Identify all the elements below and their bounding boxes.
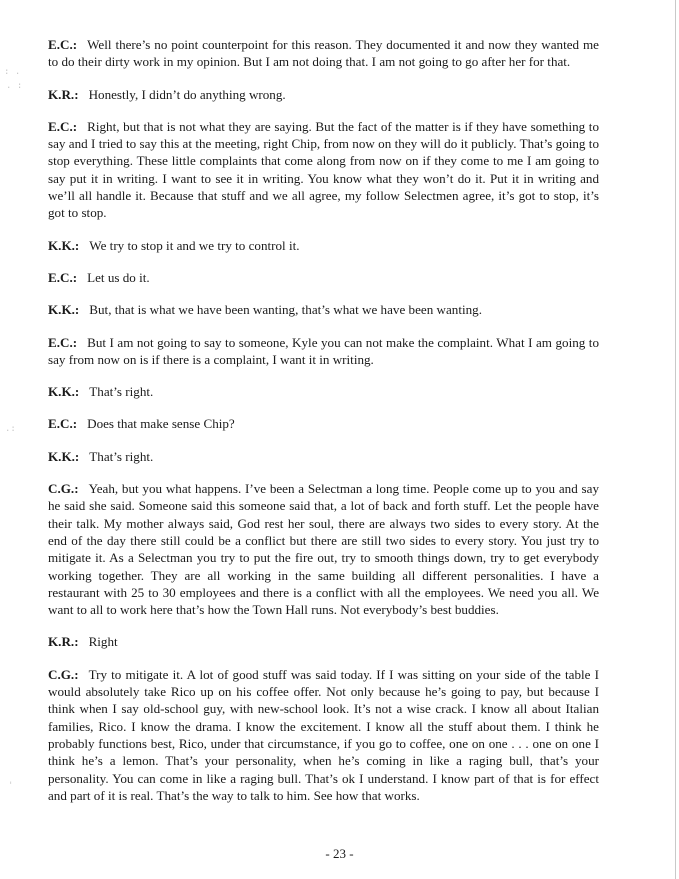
- speaker-label: K.K.:: [48, 448, 80, 464]
- speaker-label: E.C.:: [48, 416, 78, 432]
- utterance-text: Right, but that is not what they are saying. But the fact of the matter is if they have something to say and I tried to say this at the meeting, right Chip, from now on they will do it publicly. That’s going to stop everything. These little complaints that come along from now on if they come to me I am going to say put it in writing. I want to see it in writing. You know what they won’t do it. Put it in writing and we’ll all handle it. Because that stuff and we all agree, my follow Selectmen agree, it’s got to stop, it’s got to stop.: [48, 118, 599, 221]
- utterance-text: Let us do it.: [87, 269, 150, 285]
- transcript-entry: [48, 633, 599, 650]
- speaker-label: K.K.:: [48, 302, 80, 318]
- transcript-entry: [48, 301, 599, 318]
- transcript-entry: [48, 36, 599, 71]
- scan-speck: .:: [5, 424, 16, 434]
- scan-speck: ': [8, 781, 14, 791]
- speaker-label: E.C.:: [48, 334, 78, 350]
- utterance-text: That’s right.: [89, 384, 154, 400]
- speaker-label: C.G.:: [48, 666, 79, 682]
- transcript-entry: [48, 383, 599, 400]
- utterance-text: Well there’s no point counterpoint for this reason. They documented it and now they wanted me to do their dirty work in my opinion. But I am not doing that. I am not going to go after her for that.: [48, 37, 599, 70]
- speaker-label: K.K.:: [48, 237, 80, 253]
- transcript-entry: [48, 480, 599, 618]
- utterance-text: Does that make sense Chip?: [87, 416, 235, 432]
- utterance-text: Yeah, but you what happens. I’ve been a Selectman a long time. People come up to you and say he said she said. Someone said this someone said that, a lot of back and forth stuff. Let the people have their talk. My mother always said, God rest her soul, there are always two sides to every story. At the end of the day there still could be a conflict but there are still two sides to every story. You just try to mitigate it. As a Selectman you try to put the fire out, try to smooth things down, try to get everybody working together. They are all working in the same building all different personalities. I have a restaurant with 25 to 30 employees and there is a conflict with all the employees. We need you all. We want to all to work here that’s how the Town Hall runs. Not everybody’s best buddies.: [48, 481, 599, 618]
- utterance-text: But, that is what we have been wanting, that’s what we have been wanting.: [89, 302, 482, 318]
- speaker-label: E.C.:: [48, 118, 78, 134]
- transcript-entry: [48, 86, 599, 103]
- utterance-text: We try to stop it and we try to control it.: [89, 237, 300, 253]
- utterance-text: Try to mitigate it. A lot of good stuff was said today. If I was sitting on your side of the table I would absolutely take Rico up on his coffee offer. Not only because he’s going to pay, but because I think when I say old-school guy, with new-school look. It’s not a wise crack. I know all about Italian families, Rico. I know the drama. I know the excitement. I know all the stuff about them. I think he probably functions best, Rico, under that circumstance, if you go to coffee, one on one . . . one on one I think he’s a lemon. That’s your personality, when he’s coming in like a raging bull, that’s your personality. You can come in like a raging bull. That’s ok I understand. I know part of that is for effect and part of it is real. That’s the way to talk to him. See how that works.: [48, 666, 599, 803]
- transcript-entry: [48, 237, 599, 254]
- scan-speck: . :: [6, 81, 23, 91]
- speaker-label: E.C.:: [48, 269, 78, 285]
- transcript-entry: [48, 118, 599, 222]
- scan-speck: : .: [4, 67, 21, 77]
- transcript-entry: [48, 415, 599, 432]
- speaker-label: C.G.:: [48, 481, 79, 497]
- page-number: - 23 -: [325, 846, 354, 861]
- speaker-label: K.R.:: [48, 634, 79, 650]
- transcript-entry: [48, 334, 599, 369]
- transcript-entry: [48, 269, 599, 286]
- transcript-entry: [48, 448, 599, 465]
- speaker-label: K.R.:: [48, 86, 79, 102]
- utterance-text: That’s right.: [89, 448, 154, 464]
- scan-edge-line: [675, 0, 676, 879]
- utterance-text: But I am not going to say to someone, Kyle you can not make the complaint. What I am going to say from now on is if there is a complaint, I want it in writing.: [48, 334, 599, 367]
- utterance-text: Right: [88, 634, 118, 650]
- transcript-entry: [48, 666, 599, 804]
- utterance-text: Honestly, I didn’t do anything wrong.: [88, 86, 286, 102]
- transcript-body: [48, 36, 599, 819]
- speaker-label: E.C.:: [48, 37, 78, 52]
- speaker-label: K.K.:: [48, 384, 80, 400]
